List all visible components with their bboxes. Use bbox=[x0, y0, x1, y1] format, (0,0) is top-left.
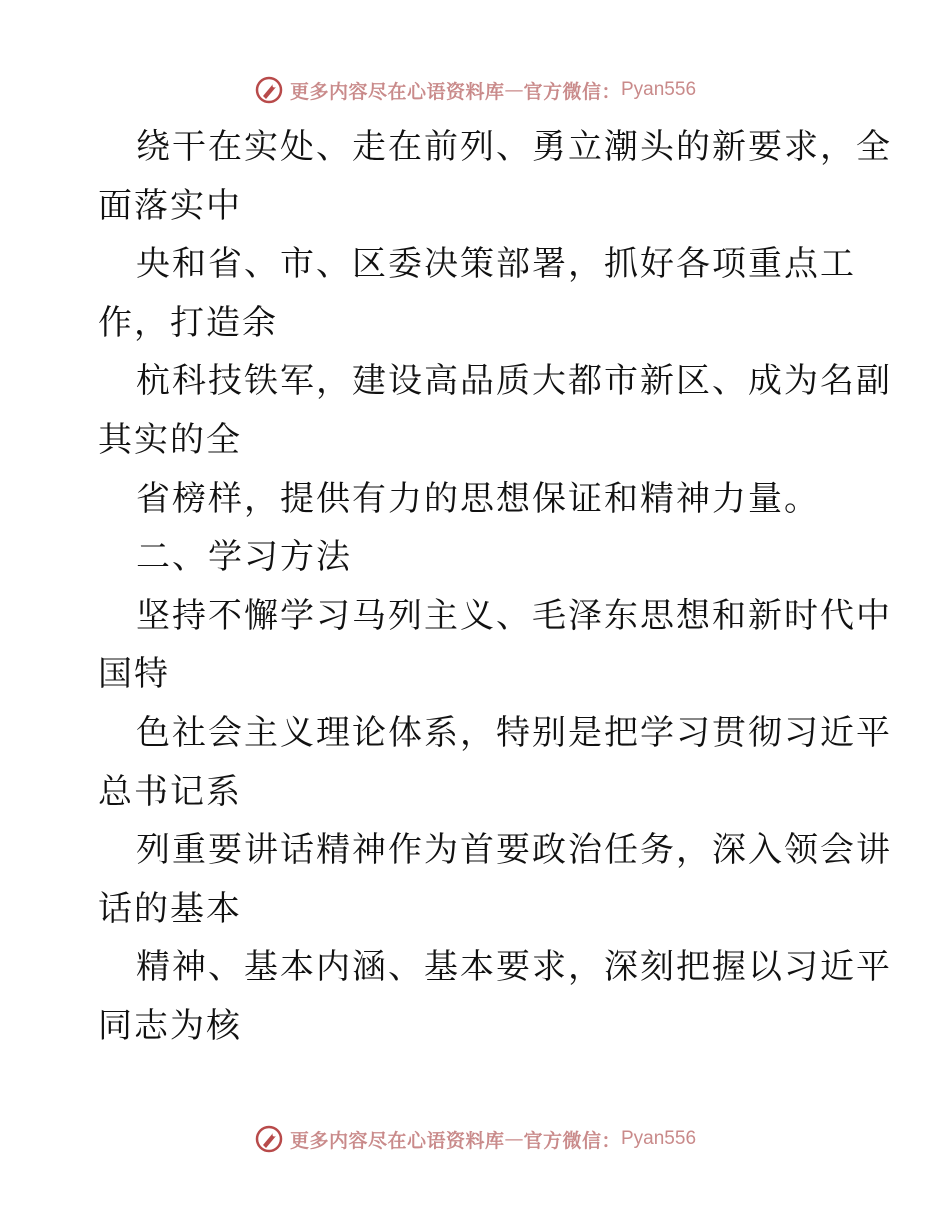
body-line: 作，打造余 bbox=[98, 302, 278, 343]
watermark-handle: Pyan556 bbox=[621, 1128, 697, 1149]
body-line: 面落实中 bbox=[98, 185, 242, 226]
body-line: 话的基本 bbox=[98, 888, 242, 929]
watermark-separator: — bbox=[504, 79, 524, 101]
body-line: 绕干在实处、走在前列、勇立潮头的新要求，全 bbox=[136, 127, 892, 167]
body-line: 坚持不懈学习马列主义、毛泽东思想和新时代中 bbox=[136, 595, 892, 636]
body-line: 列重要讲话精神作为首要政治任务，深入领会讲 bbox=[136, 830, 892, 871]
body-line: 省榜样，提供有力的思想保证和精神力量。 bbox=[136, 478, 820, 519]
watermark-contact-text: 官方微信： bbox=[523, 80, 621, 103]
section-heading: 二、学习方法 bbox=[136, 537, 352, 578]
body-line: 色社会主义理论体系，特别是把学习贯彻习近平 bbox=[136, 712, 892, 753]
header-watermark bbox=[0, 70, 950, 110]
body-line: 同志为核 bbox=[98, 1005, 242, 1046]
body-line: 其实的全 bbox=[98, 419, 242, 460]
body-line: 精神、基本内涵、基本要求，深刻把握以习近平 bbox=[136, 947, 892, 988]
watermark-site-text: 更多内容尽在心语资料库 bbox=[289, 1129, 505, 1152]
watermark-separator: — bbox=[504, 1128, 524, 1150]
body-line: 总书记系 bbox=[98, 771, 242, 812]
body-line: 国特 bbox=[98, 654, 170, 695]
document-body bbox=[98, 118, 892, 1056]
pen-nib-icon bbox=[254, 75, 284, 105]
body-line: 杭科技铁军，建设高品质大都市新区、成为名副 bbox=[136, 361, 892, 402]
body-line: 央和省、市、区委决策部署，抓好各项重点工 bbox=[136, 244, 856, 285]
watermark-site-text: 更多内容尽在心语资料库 bbox=[289, 80, 505, 103]
watermark-contact-text: 官方微信： bbox=[523, 1129, 621, 1152]
watermark-handle: Pyan556 bbox=[621, 79, 697, 100]
footer-watermark bbox=[0, 1119, 950, 1159]
pen-nib-icon bbox=[254, 1124, 284, 1154]
